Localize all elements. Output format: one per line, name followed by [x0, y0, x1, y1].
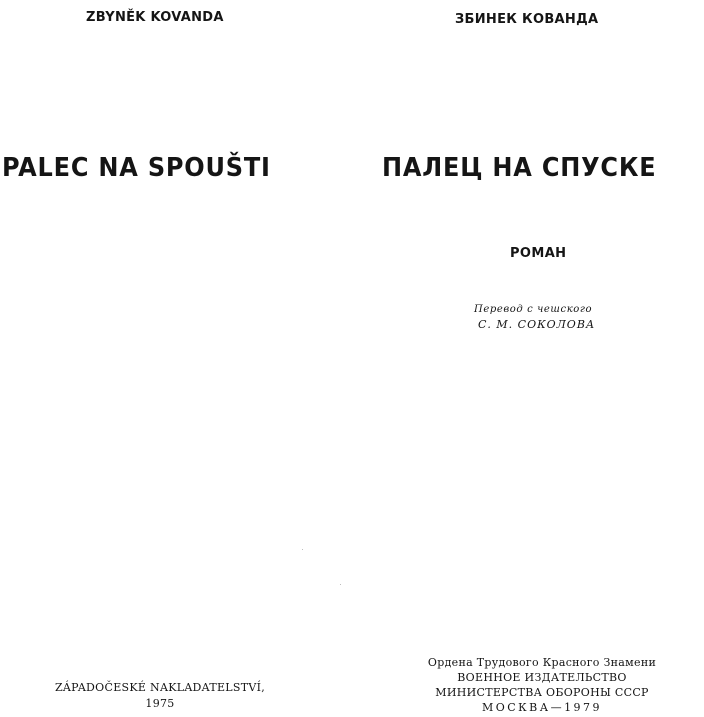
imprint-ministry: МИНИСТЕРСТВА ОБОРОНЫ СССР — [435, 686, 649, 699]
imprint-order: Ордена Трудового Красного Знамени — [427, 656, 657, 669]
imprint-publisher: ВОЕННОЕ ИЗДАТЕЛЬСТВО — [457, 671, 627, 684]
translation-note: Перевод с чешского — [474, 304, 593, 315]
publication-year-czech: 1975 — [145, 697, 175, 710]
right-title-page — [352, 0, 704, 717]
imprint-city-year: МОСКВА—1979 — [481, 701, 603, 714]
book-title-czech: PALEC NA SPOUŠTI — [2, 152, 271, 183]
translator-name: С. М. СОКОЛОВА — [478, 318, 596, 331]
publisher-imprint-russian — [412, 655, 672, 715]
author-name-russian: ЗБИНЕК КОВАНДА — [455, 12, 599, 27]
publisher-name-czech: ZÁPADOČESKÉ NAKLADATELSTVÍ, — [54, 681, 266, 694]
publisher-block-czech — [40, 680, 280, 712]
paper-speck — [340, 584, 341, 585]
paper-speck — [302, 549, 303, 550]
genre-label: РОМАН — [510, 246, 567, 261]
book-title-russian: ПАЛЕЦ НА СПУСКЕ — [382, 152, 657, 183]
author-name-czech: ZBYNĚK KOVANDA — [86, 10, 224, 25]
